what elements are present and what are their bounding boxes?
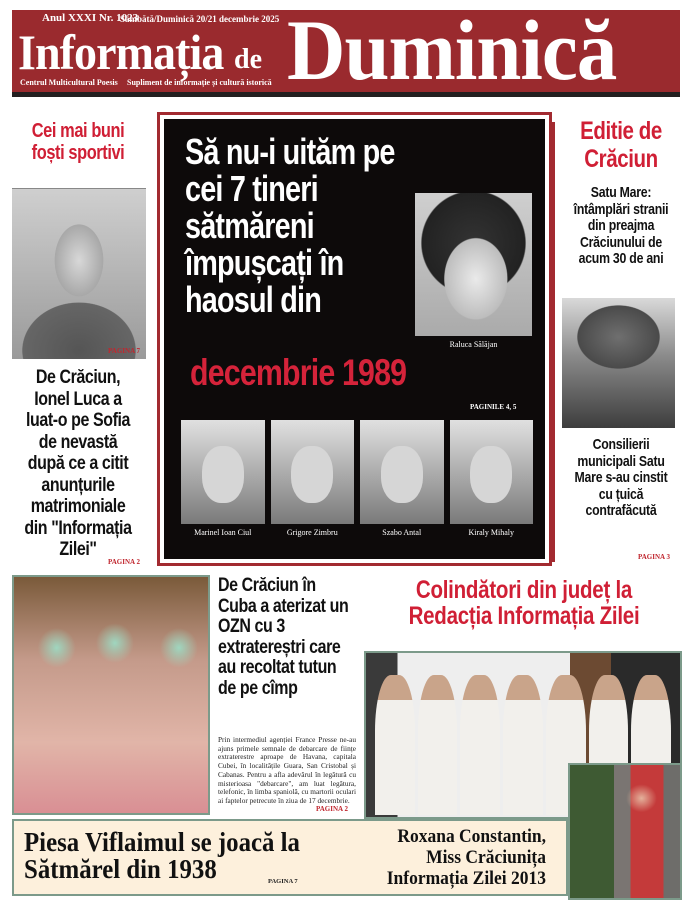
main-feature-page-ref: PAGINILE 4, 5 [470, 403, 517, 411]
caroler-figure [460, 675, 500, 815]
featured-portrait-caption: Raluca Sălăjan [449, 340, 498, 349]
main-headline-red[interactable]: decembrie 1989 [190, 352, 407, 393]
athlete-photo[interactable] [12, 188, 146, 359]
victim-portraits [181, 420, 533, 524]
viflaim-headline-line2: Sătmărel din 1938 [24, 854, 217, 884]
left-story-page-ref: PAGINA 2 [108, 558, 140, 566]
miss-headline-line2: Miss Crăciunița [426, 847, 546, 868]
left-story-headline[interactable]: De Crăciun, Ionel Luca a luat-o pe Sofia de nevastă după ce a citit anunțurile matrimoniale din "Informația Zilei" [24, 366, 132, 560]
athlete-page-ref: PAGINA 7 [108, 347, 140, 355]
alien-story-headline[interactable]: De Crăciun în Cuba a aterizat un OZN cu 3 extratereștri care au recoltat tutun de pe cîmp [218, 574, 349, 699]
viflaim-headline[interactable] [24, 829, 300, 883]
viflaim-page-ref: PAGINA 7 [268, 878, 298, 885]
portrait-photo [360, 420, 444, 524]
portrait-photo [271, 420, 355, 524]
publisher-name: Centrul Multicultural Poesis [20, 78, 118, 87]
alien-photo[interactable] [12, 575, 210, 815]
miss-headline-line3: Informația Zilei 2013 [386, 868, 546, 889]
miss-headline[interactable] [375, 826, 546, 889]
carolers-headline[interactable]: Colindători din județ la Redacția Informația Zilei [408, 576, 640, 630]
masthead-title-duminica: Duminică [287, 2, 617, 98]
alien-story-body: Prin intermediul agenției France Presse ne-au ajuns primele semnale de debarcare de ființe extraterestre aproape de Havana, capitala Cubei, în localitățile Guara, San Cristobal și Cabanas. Pentru a afla adevărul în legătură cu misterioasa "debarcare", am luat legătura, telefonic, în limba spaniolă, cu martorii oculari ai faptelor petrecute în ziua de 17 decembrie. [218, 735, 356, 805]
portrait-caption: Kiraly Mihaly [468, 528, 515, 537]
portrait-photo [181, 420, 265, 524]
caroler-figure [418, 675, 458, 815]
crowd-photo[interactable] [562, 298, 675, 428]
portrait-caption: Marinel Ioan Ciul [194, 528, 252, 537]
masthead-subtitle: Supliment de informație și cultură istorică [127, 78, 272, 87]
alien-story-page-ref: PAGINA 2 [316, 805, 348, 813]
portrait-caption: Grigore Zimbru [286, 528, 338, 537]
main-headline[interactable]: Să nu-i uităm pe cei 7 tineri sătmăreni împușcați în haosul din [185, 131, 395, 320]
right-section-title[interactable]: Editie de Crăciun [580, 117, 662, 173]
masthead [12, 2, 680, 98]
miss-photo[interactable] [568, 763, 682, 900]
right-story2-page-ref: PAGINA 3 [638, 553, 670, 561]
caroler-figure [503, 675, 543, 815]
portrait-photo [450, 420, 534, 524]
miss-headline-line1: Roxana Constantin, [397, 826, 546, 847]
right-story1-headline[interactable]: Satu Mare: întâmplări stranii din preajma Crăciunului de acum 30 de ani [573, 184, 669, 267]
masthead-title-de: de [234, 44, 262, 75]
masthead-title-informatia: Informația [18, 24, 224, 80]
victim-captions [181, 528, 533, 537]
left-section-title[interactable]: Cei mai buni foști sportivi [31, 120, 125, 164]
issue-date: Sâmbătă/Duminică 20/21 decembrie 2025 [120, 14, 280, 24]
portrait-caption: Szabo Antal [382, 528, 422, 537]
column-divider [552, 122, 555, 562]
caroler-figure [375, 675, 415, 815]
right-story2-headline[interactable]: Consilierii municipali Satu Mare s-au cinstit cu țuică contrafăcută [574, 436, 668, 519]
viflaim-headline-line1: Piesa Viflaimul se joacă la [24, 827, 300, 857]
issue-number: Anul XXXI Nr. 1023 [42, 12, 139, 24]
featured-portrait-photo [415, 193, 532, 336]
